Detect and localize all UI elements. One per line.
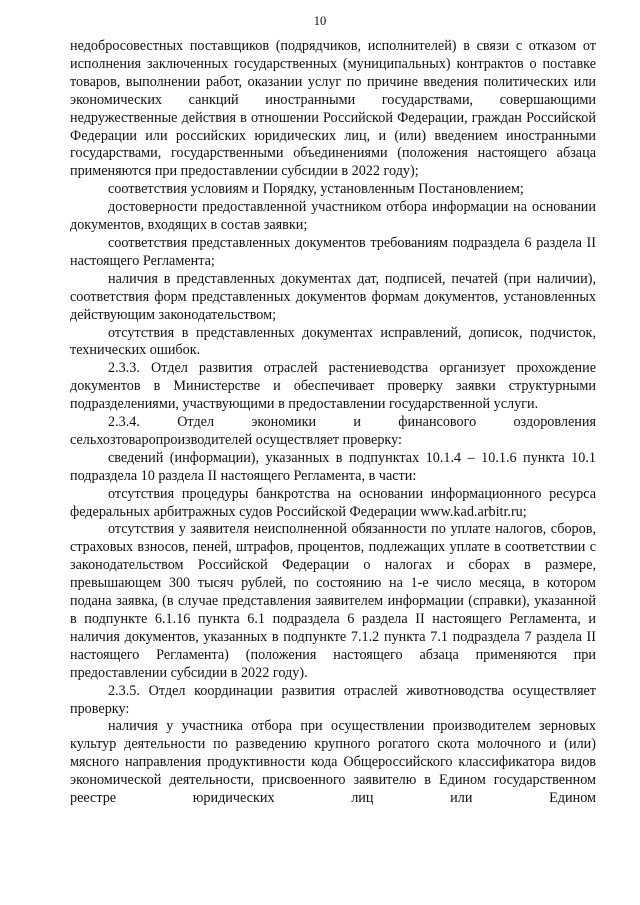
paragraph-2-3-3: 2.3.3. Отдел развития отраслей растениеводства организует прохождение документов в Министерстве и обеспечивает проверку заявки структурными подразделениями, участвующими в предоставлении государственной услуги. [70, 360, 596, 413]
paragraph-dates-signatures-stamps: наличия в представленных документах дат, подписей, печатей (при наличии), соответствия форм представленных документов формам документов, установленных действующим законодательством; [70, 270, 596, 323]
paragraph-bankruptcy: отсутствия процедуры банкротства на основании информационного ресурса федеральных арбитражных судов Российской Федерации www.kad.arbitr.ru; [70, 485, 596, 520]
paragraph-okved-check: наличия у участника отбора при осуществлении производителем зерновых культур деятельности по разведению крупного рогатого скота молочного и (или) мясного направления продуктивности кода Общероссийского классификатора видов экономической деятельности, присвоенного заявителю в Едином государственном реестре юридических лиц или Едином [70, 718, 596, 807]
paragraph-2-3-4: 2.3.4. Отдел экономики и финансового оздоровления сельхозтоваропроизводителей осуществляет проверку: [70, 414, 596, 448]
paragraph-sanctions-continuation: недобросовестных поставщиков (подрядчиков, исполнителей) в связи с отказом от исполнения заключенных государственных (муниципальных) контрактов о поставке товаров, выполнении работ, оказании услуг по причине введения политических или экономических санкций иностранными государствами, совершающими недружественные действия в отношении Российской Федерации, граждан Российской Федерации или российских юридических лиц, и (или) введением иностранными государствами, государственными объединениями (положения настоящего абзаца применяются при предоставлении субсидии в 2022 году); [70, 38, 596, 180]
paragraph-subpoints-info: сведений (информации), указанных в подпунктах 10.1.4 – 10.1.6 пункта 10.1 подраздела 10 раздела II настоящего Регламента, в части: [70, 449, 596, 484]
paragraph-2-3-5: 2.3.5. Отдел координации развития отраслей животноводства осуществляет проверку: [70, 682, 596, 717]
paragraph-tax-debt: отсутствия у заявителя неисполненной обязанности по уплате налогов, сборов, страховых взносов, пеней, штрафов, процентов, подлежащих уплате в соответствии с законодательством Российской Федерации о налогах и сборах в размере, превышающем 300 тысяч рублей, по состоянию на 1-е число месяца, в котором подана заявка, (в случае представления заявителем информации (справки), указанной в подпункте 6.1.16 пункта 6.1 подраздела 6 раздела II настоящего Регламента, и наличия документов, указанных в подпункте 7.1.2 пункта 7.1 подраздела 7 раздела II настоящего Регламента) (положения настоящего абзаца применяются при предоставлении субсидии в 2022 году). [70, 521, 596, 681]
paragraph-conditions-compliance: соответствия условиям и Порядку, установленным Постановлением; [108, 181, 524, 198]
document-body [70, 38, 596, 808]
paragraph-documents-requirements: соответствия представленных документов требованиям подраздела 6 раздела II настоящего Регламента; [70, 234, 596, 269]
paragraph-information-reliability: достоверности предоставленной участником отбора информации на основании документов, входящих в состав заявки; [70, 199, 596, 234]
paragraph-no-corrections: отсутствия в представленных документах исправлений, дописок, подчисток, технических ошибок. [70, 324, 596, 359]
page-number: 10 [313, 14, 327, 28]
